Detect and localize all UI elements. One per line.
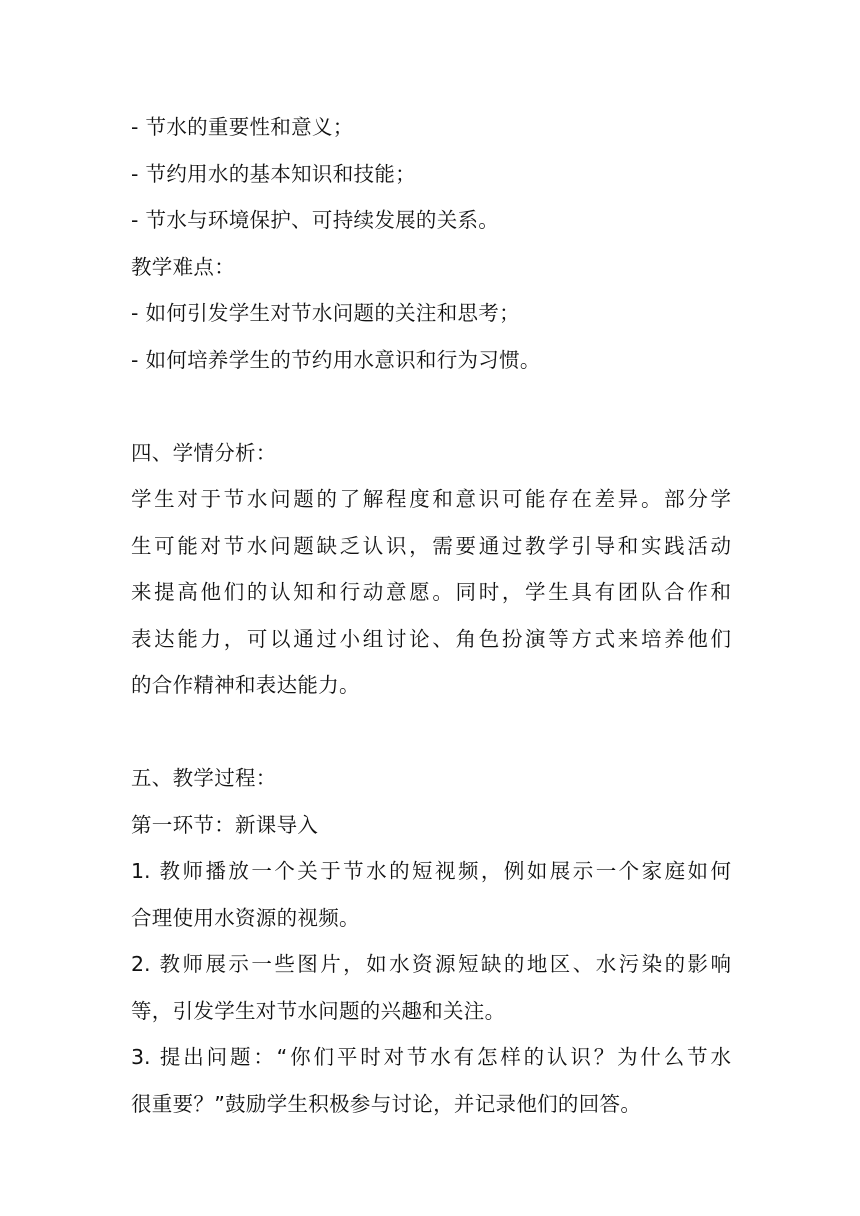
- difficulty-heading: 教学难点：: [131, 254, 235, 279]
- step-1-line-2: 合理使用水资源的视频。: [131, 905, 360, 930]
- section-4-line-5: 的合作精神和表达能力。: [131, 673, 360, 697]
- key-point-2: - 节约用水的基本知识和技能；: [131, 161, 416, 186]
- section-4-heading: 四、学情分析：: [131, 440, 277, 465]
- document-body: [131, 104, 731, 1127]
- section-4-line-3: 来提高他们的认知和行动意愿。同时，学生具有团队合作和: [131, 580, 731, 604]
- step-1-line-1: 1. 教师播放一个关于节水的短视频，例如展示一个家庭如何: [131, 859, 731, 883]
- section-4-line-1: 学生对于节水问题的了解程度和意识可能存在差异。部分学: [131, 487, 731, 511]
- section-4-line-4: 表达能力，可以通过小组讨论、角色扮演等方式来培养他们: [131, 626, 731, 651]
- step-2-line-2: 等，引发学生对节水问题的兴趣和关注。: [131, 998, 506, 1023]
- step-3-line-2: 很重要？”鼓励学生积极参与讨论，并记录他们的回答。: [131, 1091, 642, 1116]
- key-point-1: - 节水的重要性和意义；: [131, 115, 354, 139]
- section-5-subheading: 第一环节：新课导入: [131, 812, 319, 837]
- difficulty-point-1: - 如何引发学生对节水问题的关注和思考；: [131, 301, 520, 325]
- section-5-heading: 五、教学过程：: [131, 766, 277, 790]
- paragraph-spacer: [131, 383, 731, 430]
- key-point-3: - 节水与环境保护、可持续发展的关系。: [131, 208, 500, 232]
- difficulty-point-2: - 如何培养学生的节约用水意识和行为习惯。: [131, 347, 541, 372]
- paragraph-spacer: [131, 709, 731, 756]
- step-2-line-1: 2. 教师展示一些图片，如水资源短缺的地区、水污染的影响: [131, 952, 731, 976]
- step-3-line-1: 3. 提出问题：“你们平时对节水有怎样的认识？为什么节水: [131, 1045, 731, 1069]
- section-4-line-2: 生可能对节水问题缺乏认识，需要通过教学引导和实践活动: [131, 533, 731, 558]
